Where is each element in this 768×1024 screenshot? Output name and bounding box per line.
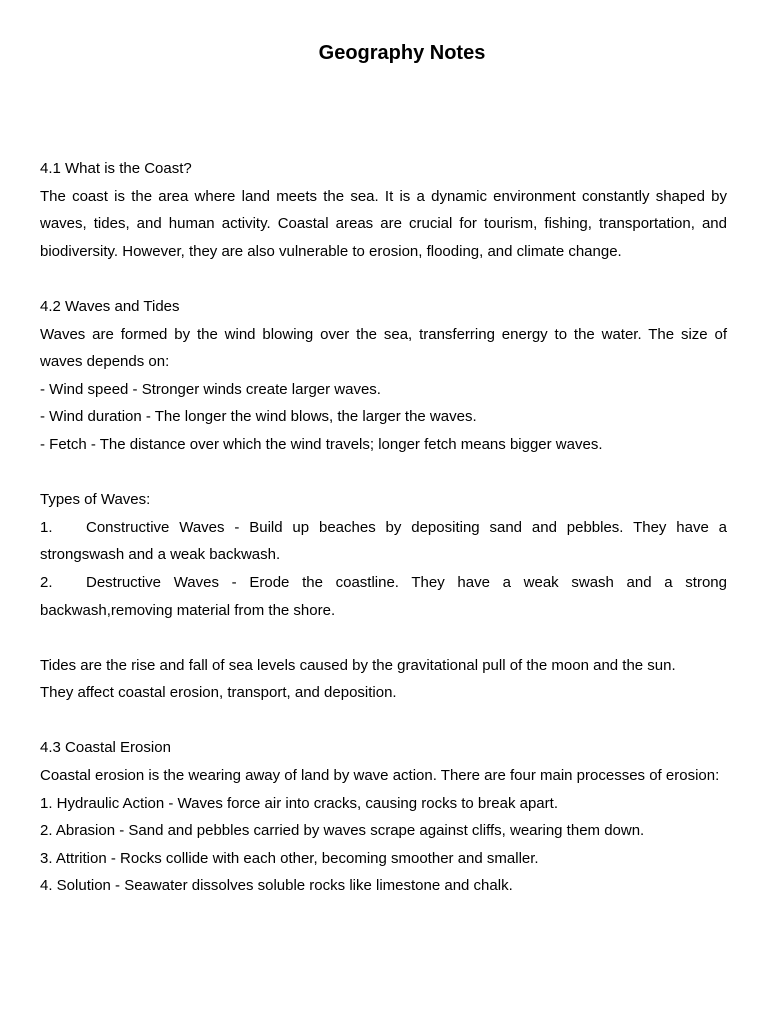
erosion-process-item: 3. Attrition - Rocks collide with each other, becoming smoother and smaller. [40,849,539,867]
coast-paragraph: The coast is the area where land meets the sea. It is a dynamic environment constantly shaped by waves, tides, and human activity. Coastal areas are crucial for tourism, fishing, transportation, and biodiversity. However, they are also vulnerable to erosion, flooding, and climate change. [40,187,727,260]
wave-type-item [40,514,727,569]
section-heading-waves: 4.2 Waves and Tides [40,297,180,315]
erosion-process-item: 2. Abrasion - Sand and pebbles carried by waves scrape against cliffs, wearing them down. [40,822,645,840]
wave-type-item [40,569,727,624]
wave-type-text: Destructive Waves - Erode the coastline. They have a weak swash and a strong backwash,removing material from the shore. [40,573,727,619]
erosion-process-item: 1. Hydraulic Action - Waves force air into cracks, causing rocks to break apart. [40,794,558,812]
waves-intro-paragraph: Waves are formed by the wind blowing over the sea, transferring energy to the water. The size of waves depends on: [40,325,727,371]
tides-line: Tides are the rise and fall of sea levels caused by the gravitational pull of the moon and the sun. [40,656,676,674]
tides-line: They affect coastal erosion, transport, and deposition. [40,684,397,702]
spacer [40,624,727,652]
wave-type-number: 1. [40,518,53,536]
wave-factor-item: - Wind speed - Stronger winds create larger waves. [40,380,381,398]
spacer [40,707,727,735]
wave-factor-item: - Fetch - The distance over which the wind travels; longer fetch means bigger waves. [40,435,603,453]
wave-factor-item: - Wind duration - The longer the wind blows, the larger the waves. [40,408,477,426]
section-heading-erosion: 4.3 Coastal Erosion [40,739,171,757]
section-heading-coast: 4.1 What is the Coast? [40,160,192,177]
wave-type-number: 2. [40,573,53,591]
erosion-intro-paragraph: Coastal erosion is the wearing away of land by wave action. There are four main processes of erosion: [40,767,720,785]
erosion-process-item: 4. Solution - Seawater dissolves soluble rocks like limestone and chalk. [40,877,513,895]
wave-types-heading: Types of Waves: [40,491,151,509]
document-body [40,155,727,900]
spacer [40,459,727,487]
page-title: Geography Notes [318,42,486,64]
spacer [40,265,727,293]
wave-type-text: Constructive Waves - Build up beaches by depositing sand and pebbles. They have a strongswash and a weak backwash. [40,518,727,564]
